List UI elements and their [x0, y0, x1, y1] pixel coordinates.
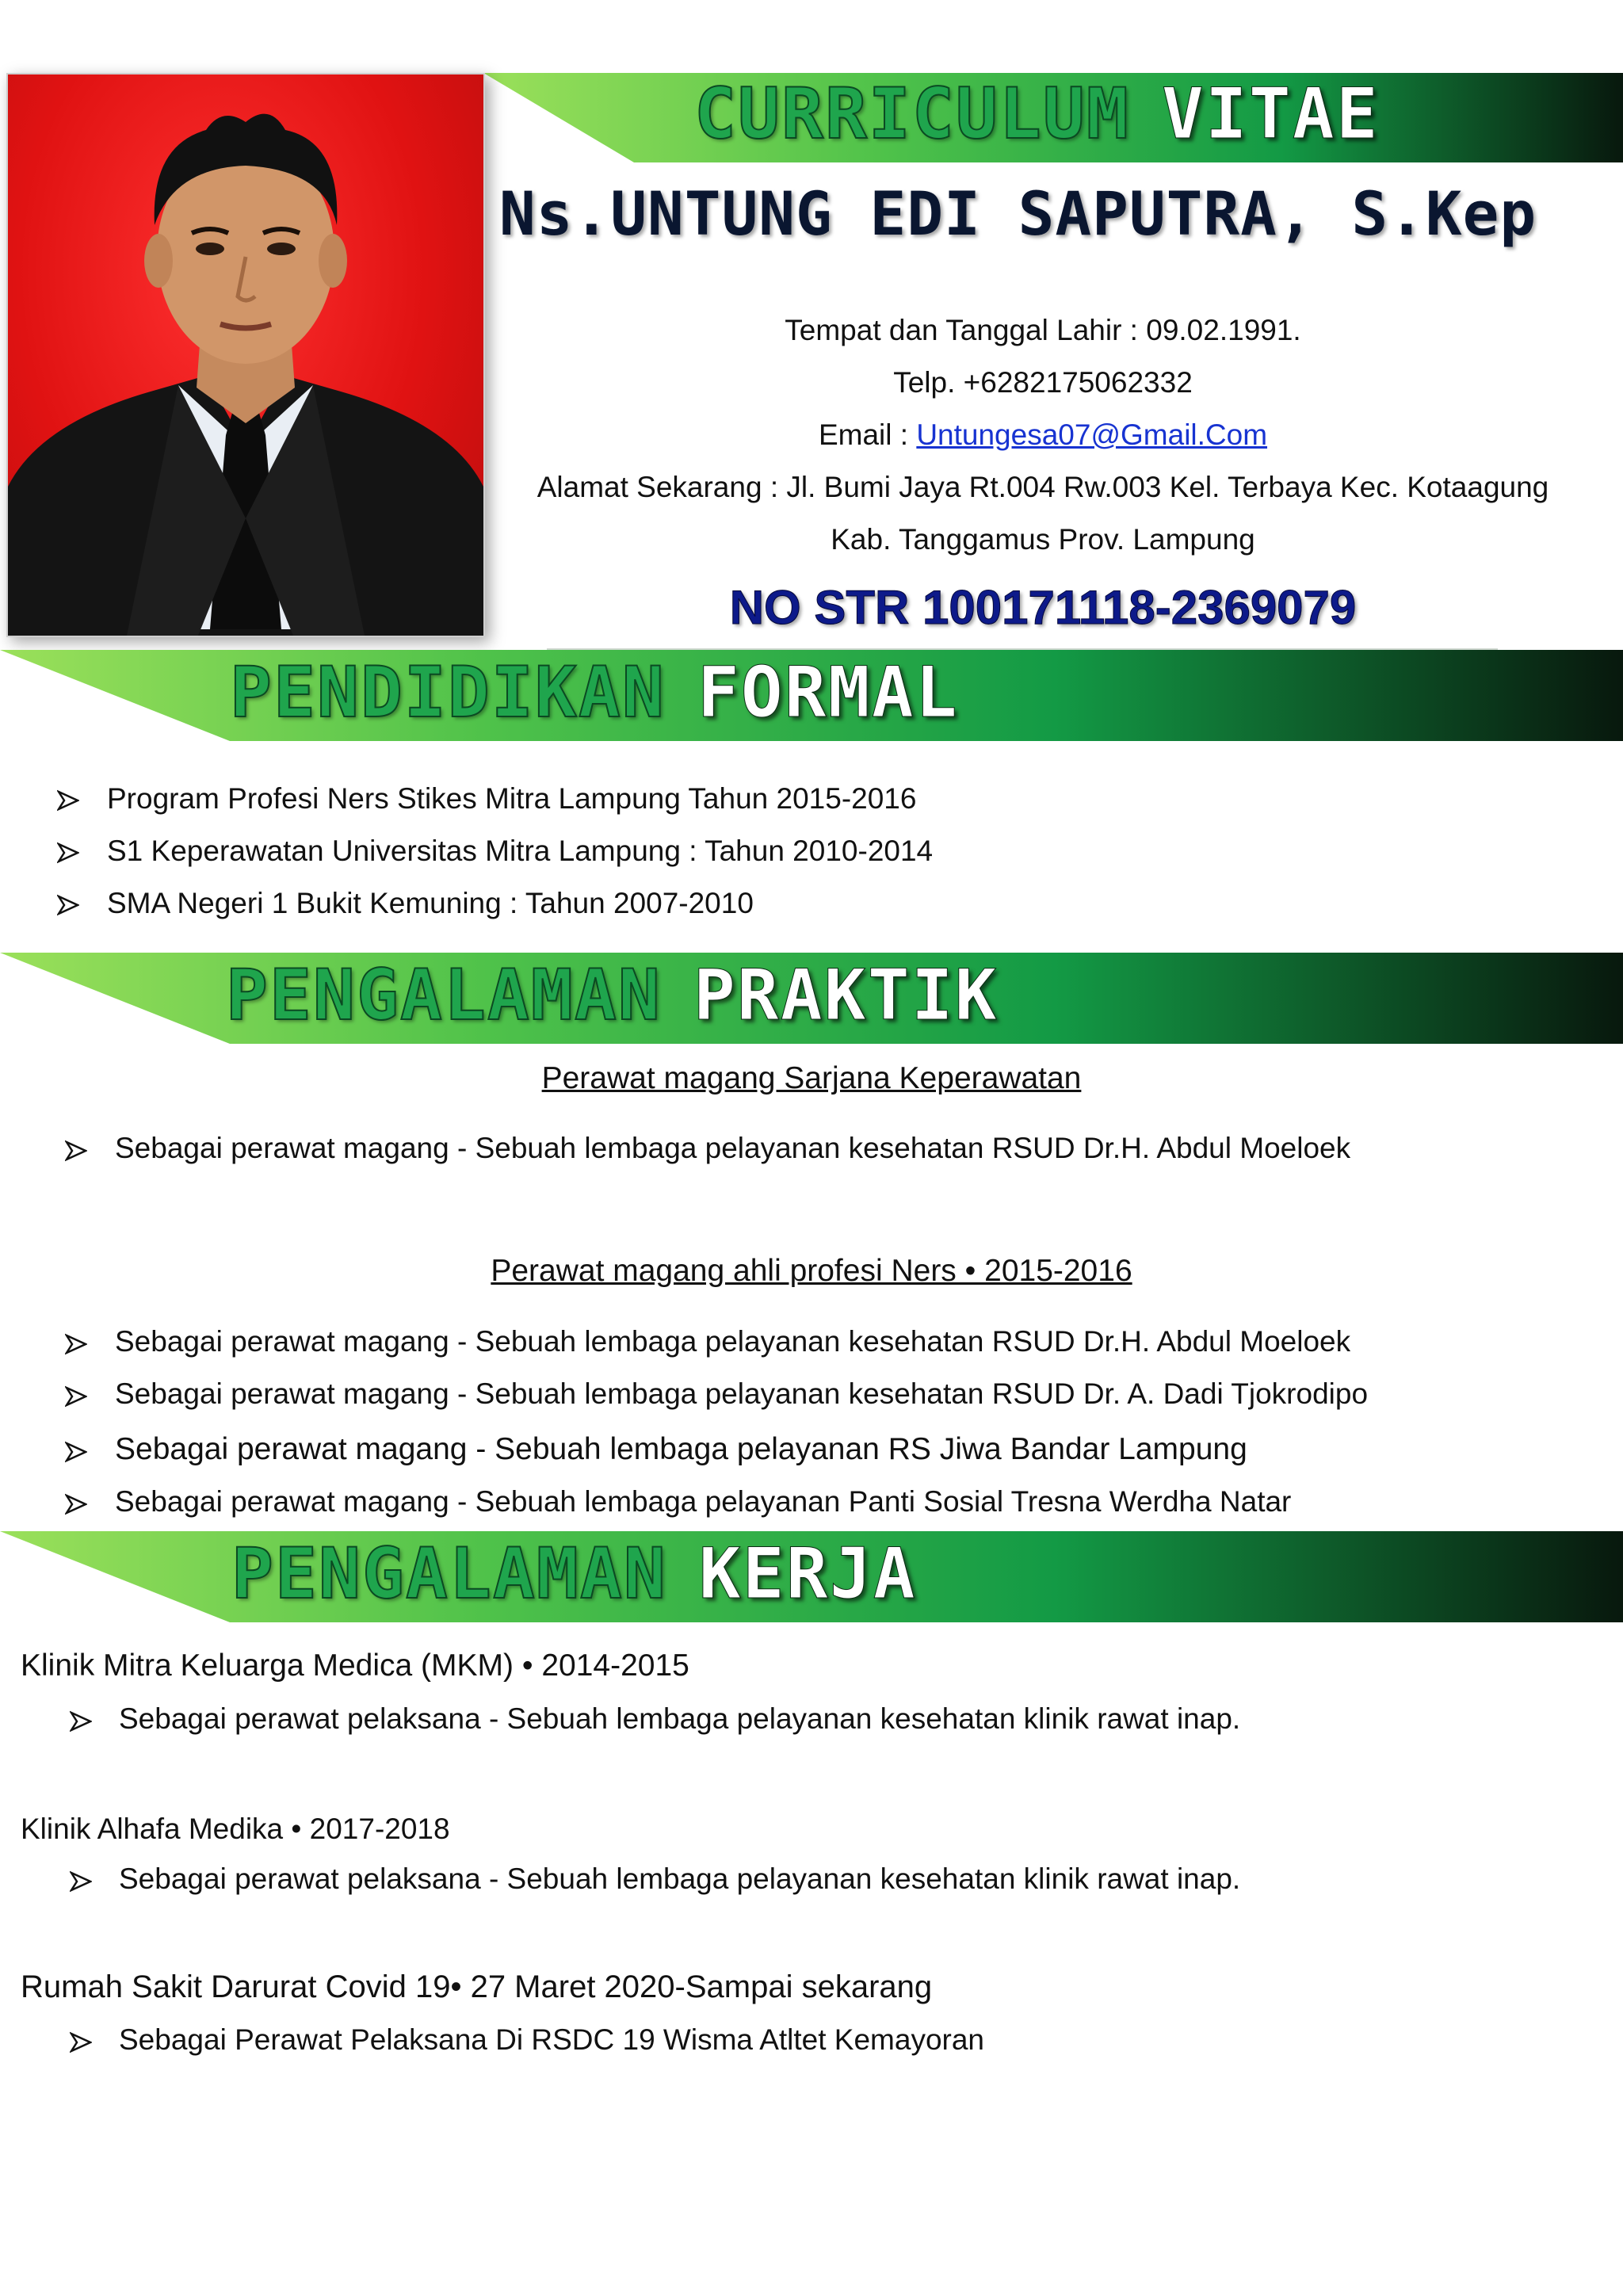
- arrow-bullet-icon: [57, 842, 79, 864]
- practice-item: Sebagai perawat magang - Sebuah lembaga pelayanan Panti Sosial Tresna Werdha Natar: [115, 1485, 1292, 1518]
- cv-title: [694, 73, 1380, 155]
- practice-title-word1: PENGALAMAN: [226, 954, 662, 1036]
- work-title: [231, 1533, 917, 1615]
- job-item: Sebagai Perawat Pelaksana Di RSDC 19 Wisma Atltet Kemayoran: [119, 2023, 985, 2056]
- education-title: [230, 651, 959, 734]
- arrow-bullet-icon: [70, 2031, 92, 2053]
- job-title: Rumah Sakit Darurat Covid 19• 27 Maret 2020-Sampai sekarang: [21, 1969, 933, 2004]
- email-label: Email :: [818, 418, 917, 451]
- practice-item: Sebagai perawat magang - Sebuah lembaga pelayanan kesehatan RSUD Dr. A. Dadi Tjokrodipo: [115, 1377, 1369, 1410]
- str-number: NO STR 100171118-2369079: [729, 581, 1357, 634]
- candidate-name: Ns.UNTUNG EDI SAPUTRA, S.Kep: [499, 178, 1537, 249]
- person-portrait-icon: [8, 74, 483, 636]
- arrow-bullet-icon: [65, 1385, 87, 1408]
- cv-title-word2: VITAE: [1161, 73, 1380, 155]
- education-item: S1 Keperawatan Universitas Mitra Lampung : Tahun 2010-2014: [107, 835, 934, 867]
- profile-photo: [6, 73, 485, 637]
- arrow-bullet-icon: [57, 894, 79, 916]
- practice-group2-title: Perawat magang ahli profesi Ners • 2015-2016: [491, 1254, 1132, 1288]
- arrow-bullet-icon: [65, 1493, 87, 1515]
- job-item: Sebagai perawat pelaksana - Sebuah lembaga pelayanan kesehatan klinik rawat inap.: [119, 1862, 1241, 1895]
- arrow-bullet-icon: [70, 1870, 92, 1893]
- education-item: SMA Negeri 1 Bukit Kemuning : Tahun 2007-2010: [107, 887, 754, 919]
- practice-title-word2: PRAKTIK: [693, 954, 999, 1036]
- job-title: Klinik Alhafa Medika • 2017-2018: [21, 1813, 450, 1845]
- job-item: Sebagai perawat pelaksana - Sebuah lembaga pelayanan kesehatan klinik rawat inap.: [119, 1702, 1241, 1735]
- arrow-bullet-icon: [65, 1140, 87, 1162]
- arrow-bullet-icon: [65, 1441, 87, 1463]
- arrow-bullet-icon: [70, 1710, 92, 1733]
- education-item: Program Profesi Ners Stikes Mitra Lampung Tahun 2015-2016: [107, 782, 917, 815]
- email-link[interactable]: Untungesa07@Gmail.Com: [916, 418, 1268, 451]
- work-title-word2: KERJA: [698, 1533, 917, 1614]
- practice-group1-title: Perawat magang Sarjana Keperawatan: [541, 1061, 1082, 1095]
- practice-title: [226, 954, 999, 1037]
- cv-title-word1: CURRICULUM: [694, 73, 1130, 155]
- practice-item: Sebagai perawat magang - Sebuah lembaga pelayanan kesehatan RSUD Dr.H. Abdul Moeloek: [115, 1132, 1351, 1164]
- address-line1: Alamat Sekarang : Jl. Bumi Jaya Rt.004 Rw.003 Kel. Terbaya Kec. Kotaagung: [537, 471, 1549, 503]
- phone-info: Telp. +6282175062332: [893, 366, 1193, 399]
- practice-item: Sebagai perawat magang - Sebuah lembaga pelayanan kesehatan RSUD Dr.H. Abdul Moeloek: [115, 1325, 1351, 1358]
- arrow-bullet-icon: [57, 789, 79, 812]
- address-line2: Kab. Tanggamus Prov. Lampung: [831, 523, 1255, 556]
- birth-info: Tempat dan Tanggal Lahir : 09.02.1991.: [785, 314, 1301, 346]
- education-title-word1: PENDIDIKAN: [230, 651, 666, 733]
- work-title-word1: PENGALAMAN: [231, 1533, 667, 1614]
- education-title-word2: FORMAL: [697, 651, 959, 733]
- arrow-bullet-icon: [65, 1333, 87, 1355]
- practice-item: Sebagai perawat magang - Sebuah lembaga pelayanan RS Jiwa Bandar Lampung: [115, 1432, 1247, 1466]
- job-title: Klinik Mitra Keluarga Medica (MKM) • 2014-2015: [21, 1648, 689, 1683]
- email-info: [488, 418, 1598, 452]
